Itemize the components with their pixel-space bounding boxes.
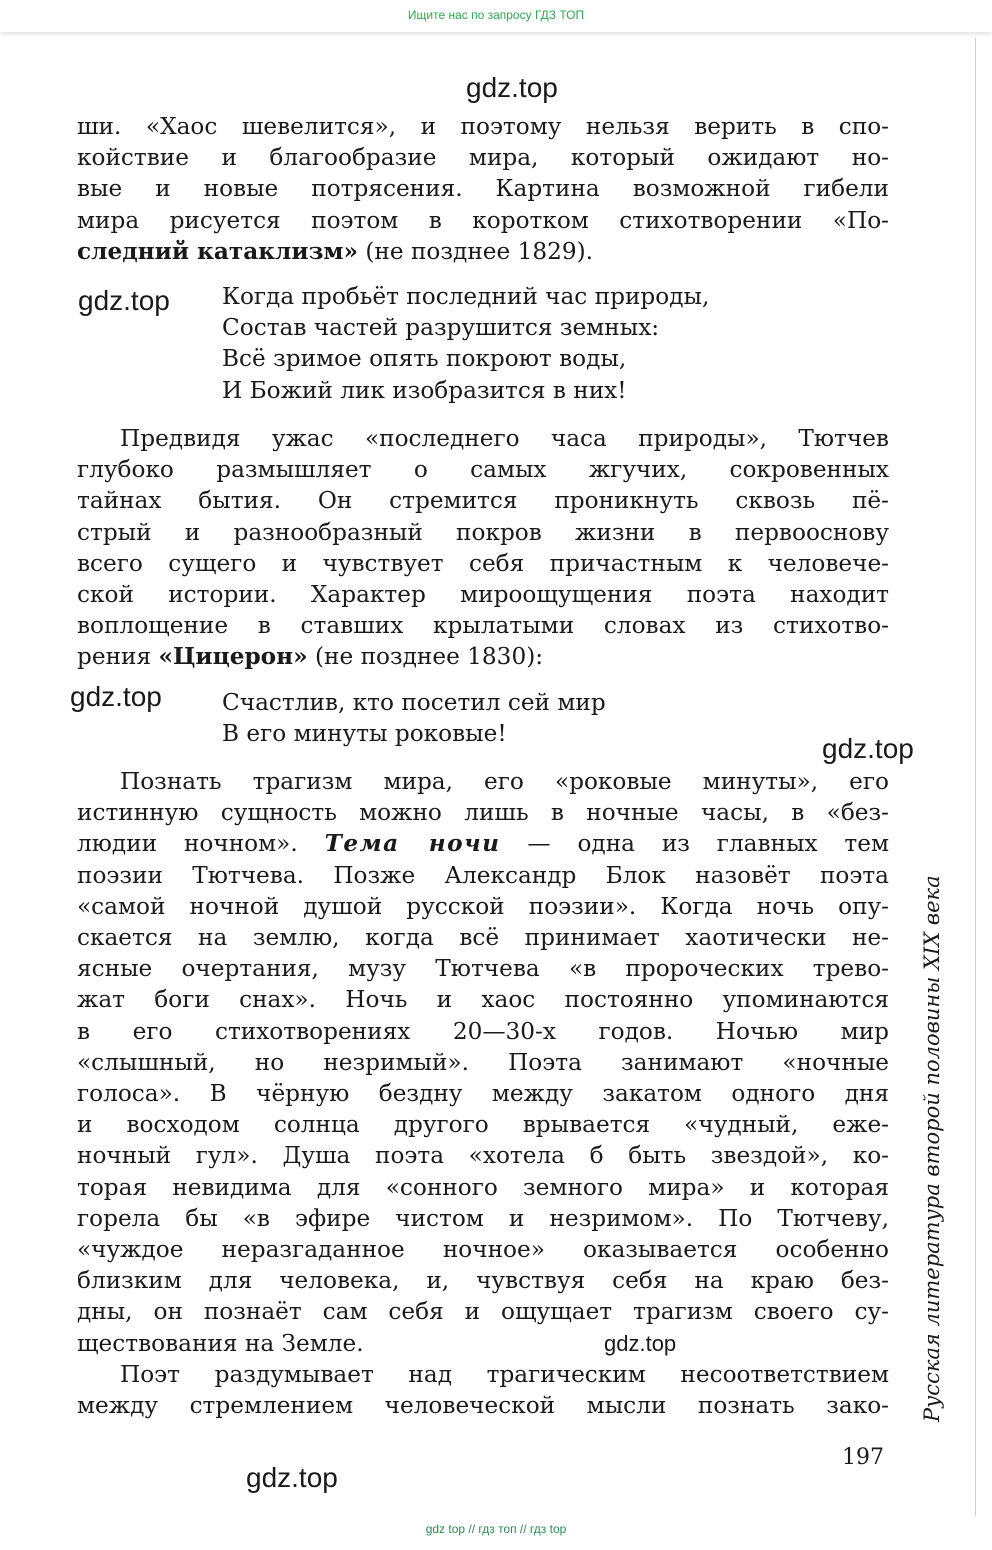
text-fragment: (не позднее 1830): xyxy=(307,643,544,671)
title-cataclysm: следний катаклизм» xyxy=(77,237,359,265)
text-line: жат боги снах». Ночь и хаос постоянно упоминаются xyxy=(77,986,889,1014)
page-number: 197 xyxy=(842,1445,884,1470)
text-fragment: — одна из главных тем xyxy=(500,830,889,858)
running-head-vertical: Русская литература второй половины XIX века xyxy=(920,875,944,1422)
paragraph-2 xyxy=(77,423,889,673)
text-line: между стремлением человеческой мысли познать зако- xyxy=(77,1392,889,1420)
text-line: «самой ночной душой русской поэзии». Когда ночь опу- xyxy=(77,892,889,920)
text-line: мира рисуется поэтом в коротком стихотворении «По- xyxy=(77,206,889,234)
text-line: поэзии Тютчева. Позже Александр Блок назовёт поэта xyxy=(77,861,889,889)
text-line: вые и новые потрясения. Картина возможной гибели xyxy=(77,175,889,203)
text-line: ской истории. Характер мироощущения поэта находит xyxy=(77,581,889,609)
text-line: ши. «Хаос шевелится», и поэтому нельзя верить в спо- xyxy=(77,113,889,140)
text-fragment: людии ночном». xyxy=(77,830,325,858)
text-line: скается на землю, когда всё принимает хаотически не- xyxy=(77,924,889,952)
text-line: торая невидима для «сонного земного мира» и которая xyxy=(77,1173,889,1201)
text-line xyxy=(77,828,889,859)
title-cicero: «Цицерон» xyxy=(158,643,308,671)
watermark: gdz.top xyxy=(466,72,558,103)
poem-line: И Божий лик изобразится в них! xyxy=(222,376,627,404)
text-line xyxy=(77,641,889,672)
text-line: близким для человека, и, чувствуя себя на краю без- xyxy=(77,1267,889,1295)
paragraph-1 xyxy=(77,111,889,267)
poem-line: Счастлив, кто посетил сей мир xyxy=(222,689,606,716)
text-line: ществования на Земле. xyxy=(77,1329,364,1357)
text-line: Познать трагизм мира, его «роковые минуты», его xyxy=(120,768,889,795)
watermark: gdz.top xyxy=(70,681,162,712)
text-line: тайнах бытия. Он стремится проникнуть сквозь пё- xyxy=(77,487,889,515)
text-line: Предвидя ужас «последнего часа природы», Тютчев xyxy=(120,425,889,452)
text-line: горела бы «в эфире чистом и незримом». По Тютчеву, xyxy=(77,1204,889,1232)
text-line: ночный гул». Душа поэта «хотела б быть звездой», ко- xyxy=(77,1142,889,1170)
text-line: «чуждое неразгаданное ночное» оказывается особенно xyxy=(77,1236,889,1264)
poem-line: Состав частей разрушится земных: xyxy=(222,314,660,342)
watermark: gdz.top xyxy=(604,1331,677,1356)
text-line: истинную сущность можно лишь в ночные часы, в «без- xyxy=(77,799,889,827)
poem-cicero xyxy=(222,687,606,749)
poem-cataclysm xyxy=(222,281,709,406)
text-line: голоса». В чёрную бездну между закатом одного дня xyxy=(77,1080,889,1108)
paragraph-3 xyxy=(77,766,889,1359)
emphasis-night-theme: Тема ночи xyxy=(324,830,501,858)
poem-line: Когда пробьёт последний час природы, xyxy=(222,283,710,310)
text-line: ясные очертания, музу Тютчева «в пророческих трево- xyxy=(77,955,889,983)
poem-line: Всё зримое опять покроют воды, xyxy=(222,345,627,373)
text-line: воплощение в ставших крылатыми словах из стихотво- xyxy=(77,612,889,640)
text-line: глубоко размышляет о самых жгучих, сокровенных xyxy=(77,456,889,484)
footer-links[interactable]: gdz top // гдз топ // гдз top xyxy=(425,1522,567,1536)
text-line: койствие и благообразие мира, который ожидают но- xyxy=(77,144,889,172)
watermark: gdz.top xyxy=(78,285,170,316)
poem-line: В его минуты роковые! xyxy=(222,720,507,748)
text-line: всего сущего и чувствует себя причастным к человече- xyxy=(77,549,889,577)
paragraph-4 xyxy=(77,1359,889,1421)
text-line xyxy=(77,236,889,267)
watermark: gdz.top xyxy=(246,1462,338,1493)
text-line: и восходом солнца другого врывается «чудный, еже- xyxy=(77,1111,889,1139)
text-line: Поэт раздумывает над трагическим несоответствием xyxy=(120,1361,889,1388)
watermark: gdz.top xyxy=(822,733,914,764)
page-edge-rule xyxy=(975,38,976,1516)
text-fragment: рения xyxy=(77,643,159,671)
text-line: дны, он познаёт сам себя и ощущает трагизм своего су- xyxy=(77,1298,889,1326)
text-fragment: (не позднее 1829). xyxy=(358,237,594,265)
top-banner xyxy=(0,0,992,32)
text-line: в его стихотворениях 20—30-х годов. Ночью мир xyxy=(77,1017,889,1045)
banner-text: Ищите нас по запросу ГДЗ ТОП xyxy=(407,8,585,22)
text-line: «слышный, но незримый». Поэта занимают «ночные xyxy=(77,1048,889,1076)
text-line: стрый и разнообразный покров жизни в первооснову xyxy=(77,518,889,546)
